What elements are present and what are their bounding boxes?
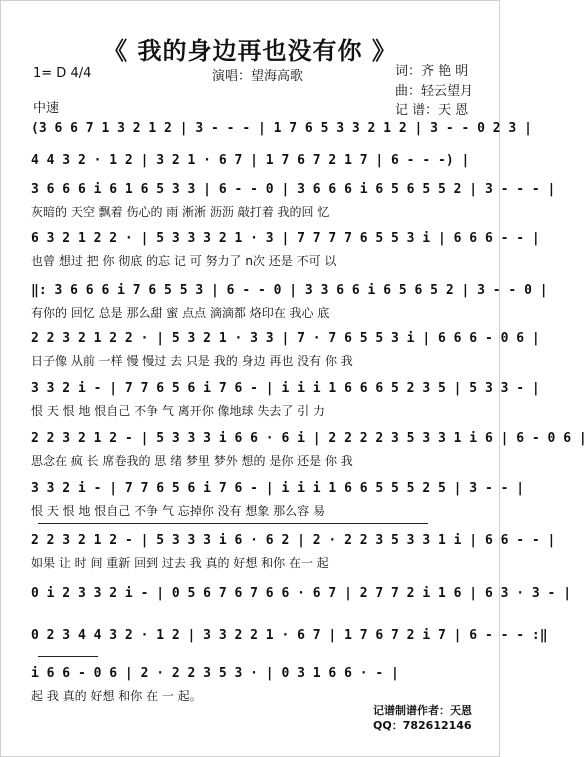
lyric-row: 起 我 真的 好想 和你 在 一 起。 (31, 689, 202, 703)
ending-bracket (38, 656, 98, 657)
notation-row: (3 6 6 7 1 3 2 1 2 | 3 - - - | 1 7 6 5 3 3 2 1 2 | 3 - - 0 2 3 | (31, 121, 532, 136)
notation-row: 6 3 2 1 2 2 · | 5 3 3 3 2 1 · 3 | 7 7 7 7 6 5 5 3 i | 6 6 6 - - | (31, 231, 540, 246)
transcriber-footer: 记谱制谱作者：天恩 (373, 704, 472, 717)
notation-row: 2 2 3 2 1 2 - | 5 3 3 3 i 6 6 · 6 i | 2 2 2 2 3 5 3 3 1 i 6 | 6 - 0 6 | (31, 431, 587, 446)
lyric-row: 恨 天 恨 地 恨自己 不争 气 忘掉你 没有 想象 那么容 易 (31, 504, 325, 518)
qq-number: QQ：782612146 (373, 719, 472, 732)
notation-row: 4 4 3 2 · 1 2 | 3 2 1 · 6 7 | 1 7 6 7 2 1 7 | 6 - - -) | (31, 153, 470, 168)
lyric-row: 恨 天 恨 地 恨自己 不争 气 离开你 像地球 失去了 引 力 (31, 404, 325, 418)
composer-credit: 曲：轻云望月 (395, 84, 474, 99)
lyric-row: 日子像 从前 一样 慢 慢过 去 只是 我的 身边 再也 没有 你 我 (31, 354, 353, 368)
notation-row: 3 3 2 i - | 7 7 6 5 6 i 7 6 - | i i i 1 6 6 5 5 5 2 5 | 3 - - | (31, 481, 525, 496)
transcriber-credit: 记 谱：天 恩 (395, 103, 469, 118)
notation-row: 2 2 3 2 1 2 2 · | 5 3 2 1 · 3 3 | 7 · 7 6 5 5 3 i | 6 6 6 - 0 6 | (31, 331, 540, 346)
notation-row: 0 i 2 3 3 2 i - | 0 5 6 7 6 7 6 6 · 6 7 | 2 7 7 2 i 1 6 | 6 3 · 3 - | (31, 586, 572, 601)
lyric-row: 如果 让 时 间 重新 回到 过去 我 真的 好想 和你 在一 起 (31, 556, 329, 570)
page-title: 《 我的身边再也没有你 》 (103, 37, 397, 65)
lyric-row: 也曾 想过 把 你 彻底 的忘 记 可 努力了 n次 还是 不可 以 (31, 254, 337, 268)
notation-row: 0 2 3 4 4 3 2 · 1 2 | 3 3 2 2 1 · 6 7 | 1 7 6 7 2 i 7 | 6 - - - :‖ (31, 628, 548, 643)
lyric-row: 灰暗的 天空 飘着 伤心的 雨 淅淅 沥沥 敲打着 我的回 忆 (31, 205, 330, 219)
notation-row: 3 3 2 i - | 7 7 6 5 6 i 7 6 - | i i i 1 6 6 6 5 2 3 5 | 5 3 3 - | (31, 381, 540, 396)
lyric-row: 有你的 回忆 总是 那么甜 蜜 点点 滴滴都 烙印在 我心 底 (31, 306, 330, 320)
volta-bracket (38, 523, 428, 524)
notation-row: 3 6 6 6 i 6 1 6 5 3 3 | 6 - - 0 | 3 6 6 6 i 6 5 6 5 5 2 | 3 - - - | (31, 182, 556, 197)
notation-row: 2 2 3 2 1 2 - | 5 3 3 3 i 6 · 6 2 | 2 · 2 2 3 5 3 3 1 i | 6 6 - - | (31, 533, 556, 548)
notation-row: ‖: 3 6 6 6 i 7 6 5 5 3 | 6 - - 0 | 3 3 6 6 i 6 5 6 5 2 | 3 - - 0 | (31, 283, 548, 298)
lyricist-credit: 词：齐 艳 明 (395, 64, 469, 79)
singer-credit: 演唱：望海高歌 (212, 69, 304, 84)
lyric-row: 思念在 疯 长 席卷我的 思 绪 梦里 梦外 想的 是你 还是 你 我 (31, 454, 353, 468)
tempo-marking: 中速 (33, 101, 60, 116)
key-signature: 1= D 4/4 (33, 66, 92, 81)
notation-row: i 6 6 - 0 6 | 2 · 2 2 3 5 3 · | 0 3 1 6 6 · - | (31, 666, 399, 681)
